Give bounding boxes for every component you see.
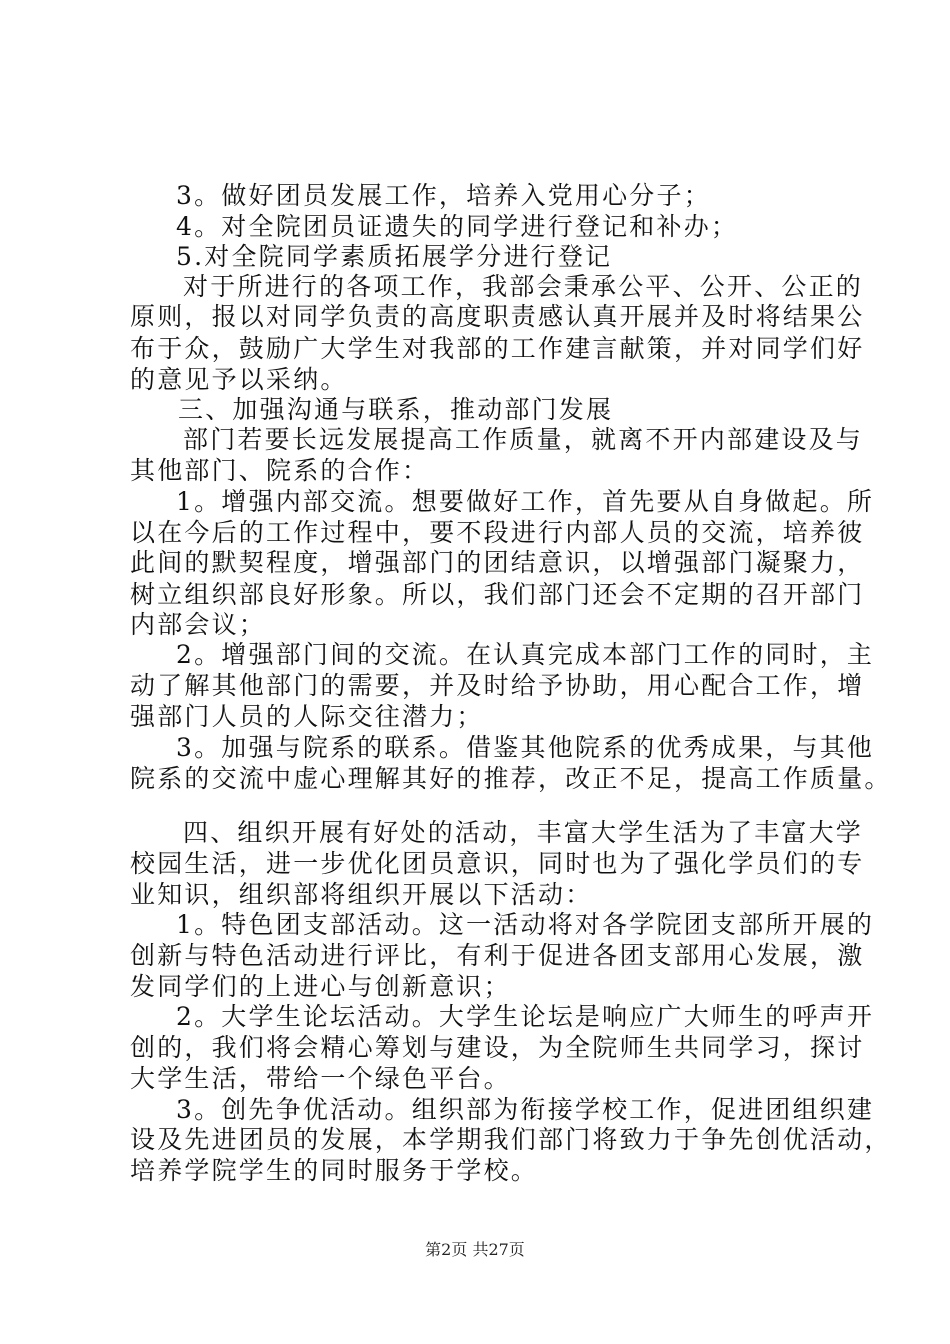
section-heading: 四、组织开展有好处的活动，丰富大学生活为了丰富大学 [183,818,864,847]
text-line: 强部门人员的人际交往潜力； [130,702,484,731]
text-line: 其他部门、院系的合作： [130,456,430,485]
text-line: 2。大学生论坛活动。大学生论坛是响应广大师生的呼声开 [176,1002,875,1031]
text-line: 3。加强与院系的联系。借鉴其他院系的优秀成果，与其他 [176,733,875,762]
text-line: 树立组织部良好形象。所以，我们部门还会不定期的召开部门 [130,580,865,609]
text-line: 5.对全院同学素质拓展学分进行登记 [176,242,613,271]
text-line: 布于众，鼓励广大学生对我部的工作建言献策，并对同学们好 [130,334,865,363]
text-line: 的意见予以采纳。 [130,365,348,394]
text-line: 4。对全院团员证遗失的同学进行登记和补办； [176,212,739,241]
text-line: 2。增强部门间的交流。在认真完成本部门工作的同时，主 [176,640,875,669]
text-line: 1。特色团支部活动。这一活动将对各学院团支部所开展的 [176,910,875,939]
text-line: 此间的默契程度，增强部门的团结意识，以增强部门凝聚力， [130,548,865,577]
section-heading: 三、加强沟通与联系，推动部门发展 [178,395,614,424]
text-line: 创的，我们将会精心筹划与建设，为全院师生共同学习，探讨 [130,1033,865,1062]
text-line: 1。增强内部交流。想要做好工作，首先要从自身做起。所 [176,487,875,516]
text-line: 原则，报以对同学负责的高度职责感认真开展并及时将结果公 [130,302,865,331]
text-line: 部门若要长远发展提高工作质量，就离不开内部建设及与 [183,425,864,454]
text-line: 培养学院学生的同时服务于学校。 [130,1156,539,1185]
text-line: 3。创先争优活动。组织部为衔接学校工作，促进团组织建 [176,1095,875,1124]
text-line: 校园生活，进一步优化团员意识，同时也为了强化学员们的专 [130,849,865,878]
text-line: 3。做好团员发展工作，培养入党用心分子； [176,181,711,210]
text-line: 以在今后的工作过程中，要不段进行内部人员的交流，培养彼 [130,518,865,547]
text-line: 创新与特色活动进行评比，有利于促进各团支部用心发展，激 [130,941,865,970]
page-number-footer: 第2页 共27页 [425,1240,525,1259]
text-line: 院系的交流中虚心理解其好的推荐，改正不足，提高工作质量。 [130,764,892,793]
text-line: 业知识，组织部将组织开展以下活动： [130,880,593,909]
text-line: 设及先进团员的发展，本学期我们部门将致力于争先创优活动， [130,1125,892,1154]
text-line: 大学生活，带给一个绿色平台。 [130,1064,511,1093]
text-line: 发同学们的上进心与创新意识； [130,972,511,1001]
text-line: 内部会议； [130,610,267,639]
text-line: 对于所进行的各项工作，我部会秉承公平、公开、公正的 [183,272,864,301]
text-line: 动了解其他部门的需要，并及时给予协助，用心配合工作，增 [130,671,865,700]
